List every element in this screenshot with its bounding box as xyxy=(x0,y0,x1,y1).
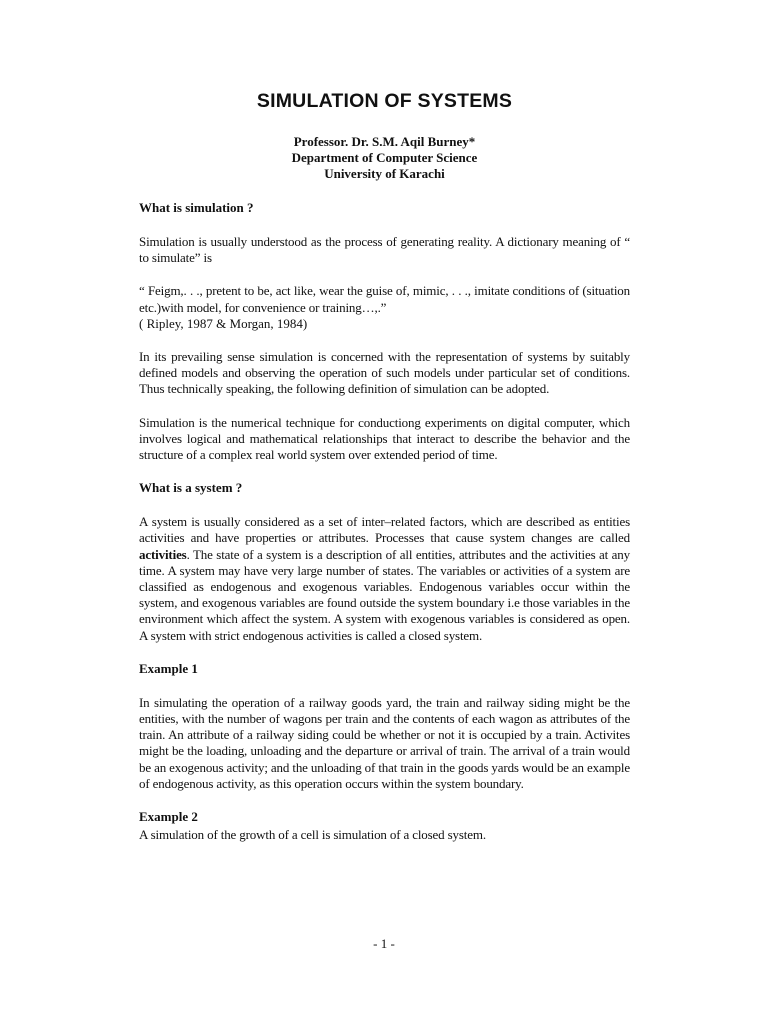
heading-example-2: Example 2 xyxy=(139,809,198,825)
paragraph-example-2: A simulation of the growth of a cell is simulation of a closed system. xyxy=(139,827,486,843)
paragraph-simulation-definition: Simulation is the numerical technique for conductiong experiments on digital computer, which involves logical and mathematical relationships that interact to describe the behavior and the structure of a complex real world system over extended period of time. xyxy=(139,414,630,463)
term-activities: activities xyxy=(139,546,187,562)
author-department: Department of Computer Science xyxy=(291,150,478,165)
heading-what-is-simulation: What is simulation ? xyxy=(139,200,254,215)
paragraph-simulation-intro: Simulation is usually understood as the process of generating reality. A dictionary meaning of “ to simulate” is xyxy=(139,234,630,266)
page-content xyxy=(139,89,630,843)
document-title: SIMULATION OF SYSTEMS xyxy=(256,90,513,112)
paragraph-system-definition xyxy=(139,514,630,644)
system-text-after: . The state of a system is a description of all entities, attributes and the activities at any time. A system may have very large number of states. The variables or activities of a system are classified as endogenous and exogenous variables. Endogenous variables occur within the system, and exogenous variables are found outside the system boundary i.e those variables in the environment which affect the system. A system with exogenous variables is considered as open. A system with strict endogenous activities is called a closed system. xyxy=(139,546,630,643)
heading-example-1: Example 1 xyxy=(139,660,198,676)
paragraph-example-1: In simulating the operation of a railway goods yard, the train and railway siding might be the entities, with the number of wagons per train and the contents of each wagon as attributes of the train. An attribute of a railway siding could be whether or not it is occupied by a train. Activites might be the loading, unloading and the departure or arrival of train. The arrival of a train would be an exogenous activity; and the unloading of that train in the goods yards would be an example of endogenous activity, as this operation occurs within the system boundary. xyxy=(139,694,630,791)
citation-ripley: ( Ripley, 1987 & Morgan, 1984) xyxy=(139,315,308,331)
page-number: - 1 - xyxy=(373,936,395,951)
author-block xyxy=(139,134,630,182)
author-university: University of Karachi xyxy=(324,166,445,181)
system-text-before: A system is usually considered as a set of inter–related factors, which are described as entities activities and have properties or attributes. Processes that cause system changes are called xyxy=(139,514,630,546)
heading-what-is-system: What is a system ? xyxy=(139,480,243,496)
paragraph-prevailing-sense: In its prevailing sense simulation is concerned with the representation of systems by suitably defined models and observing the operation of such models under particular set of conditions. Thus technically speaking, the following definition of simulation can be adopted. xyxy=(139,349,630,397)
author-name: Professor. Dr. S.M. Aqil Burney* xyxy=(293,134,476,149)
quote-dictionary: “ Feigm,. . ., pretent to be, act like, wear the guise of, mimic, . . ., imitate conditions of (situation etc.)with model, for convenience or training…,.” xyxy=(139,283,630,315)
